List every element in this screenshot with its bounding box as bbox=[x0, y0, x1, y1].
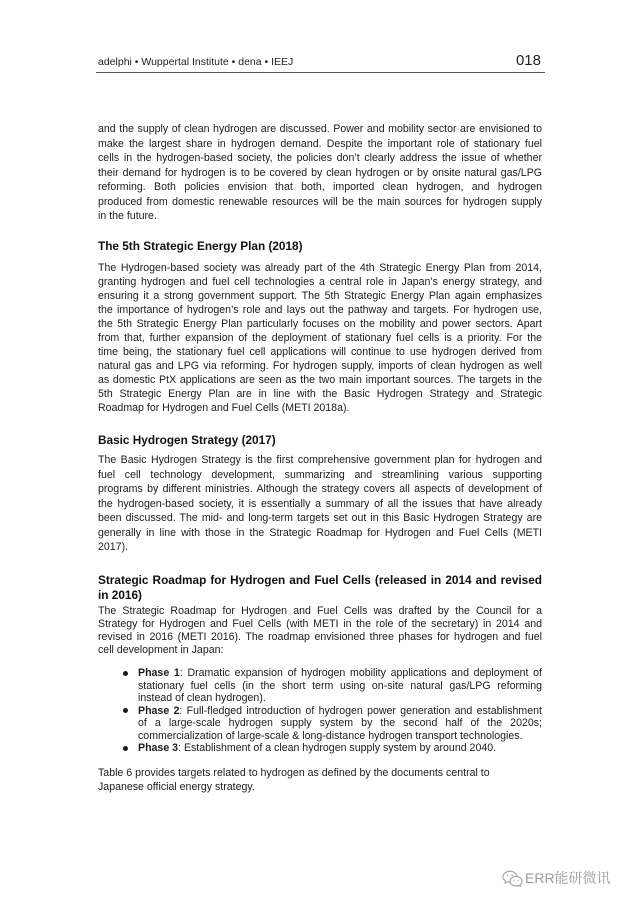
paragraph-line: cells in the hydrogen-based society, the policies don’t clearly address the issue of whether bbox=[98, 152, 542, 164]
paragraph-line: reforming. Both policies envision that both, imported clean hydrogen, and hydrogen bbox=[98, 181, 542, 193]
paragraph-line: generally in line with those in the Strategic Roadmap for Hydrogen and Fuel Cells (METI bbox=[98, 526, 542, 539]
paragraph-line: and the supply of clean hydrogen are discussed. Power and mobility sector are envisioned to bbox=[98, 123, 542, 135]
heading-line: Strategic Roadmap for Hydrogen and Fuel Cells (released in 2014 and revised bbox=[98, 573, 542, 587]
paragraph-line: cell development in Japan: bbox=[98, 643, 224, 656]
paragraph-line: natural gas and LPG via reforming. For hydrogen supply, imports of clean hydrogen as well bbox=[98, 360, 542, 372]
paragraph-line: Japanese official energy strategy. bbox=[98, 781, 255, 793]
paragraph-line: The Strategic Roadmap for Hydrogen and Fuel Cells was drafted by the Council for a bbox=[98, 604, 542, 617]
paragraph-line: the hydrogen-based society, it is essentially a summary of all the issues that have already bbox=[98, 497, 542, 510]
paragraph-line: The Hydrogen-based society was already part of the 4th Strategic Energy Plan from 2014, bbox=[98, 262, 542, 274]
list-item-line: instead of clean hydrogen). bbox=[138, 692, 266, 704]
roadmap-paragraph bbox=[98, 605, 542, 657]
paragraph-line: The Basic Hydrogen Strategy is the first comprehensive government plan for hydrogen and bbox=[98, 454, 542, 466]
paragraph-line: the importance of hydrogen’s role and lays out the pathway and targets. For hydrogen use, bbox=[98, 304, 542, 316]
header-organizations: adelphi • Wuppertal Institute • dena • IEEJ bbox=[98, 56, 294, 68]
basic-strategy-paragraph bbox=[98, 453, 542, 555]
phase-text: : Establishment of a clean hydrogen supply system by around 2040. bbox=[178, 742, 497, 754]
paragraph-line: programs by different ministries. Although the strategy covers all aspects of development of bbox=[98, 483, 542, 495]
intro-paragraph bbox=[98, 122, 542, 224]
paragraph-line: Roadmap for Hydrogen and Fuel Cells (METI 2018a). bbox=[98, 402, 350, 414]
heading-line: in 2016) bbox=[98, 588, 142, 602]
section-heading-roadmap bbox=[98, 573, 542, 603]
list-item-phase-2 bbox=[138, 705, 542, 743]
list-item-line: commercialization of large-scale & long-distance hydrogen transport technologies. bbox=[138, 729, 523, 742]
section-heading-5th-plan: The 5th Strategic Energy Plan (2018) bbox=[98, 239, 303, 253]
paragraph-line: from that, further expansion of the deployment of stationary fuel cells is a priority. For the bbox=[98, 332, 542, 344]
header-rule bbox=[96, 72, 545, 73]
paragraph-line: produced from domestic renewable resources will be the main sources for hydrogen supply bbox=[98, 195, 542, 208]
phase-label: Phase 2 bbox=[138, 704, 180, 717]
list-item-line bbox=[138, 667, 542, 680]
section-heading-basic-strategy: Basic Hydrogen Strategy (2017) bbox=[98, 433, 276, 447]
paragraph-line: fuel cell technology development, summarizing and streamlining various supporting bbox=[98, 468, 542, 481]
paragraph-line: the 5th Strategic Energy Plan particularly focuses on the mobility and power sectors. Apart bbox=[98, 318, 542, 330]
paragraph-line: in the future. bbox=[98, 210, 157, 222]
watermark-text: ERR能研微讯 bbox=[525, 870, 611, 886]
paragraph-line: 5th Strategic Energy Plan are in line with the Basic Hydrogen Strategy and Strategic bbox=[98, 388, 542, 400]
bullet-icon bbox=[123, 671, 128, 676]
bullet-icon bbox=[123, 746, 128, 751]
phase-label: Phase 3 bbox=[138, 742, 179, 754]
paragraph-line: revised in 2016 (METI 2016). The roadmap envisioned three phases for hydrogen and fuel bbox=[98, 630, 542, 643]
bullet-icon bbox=[123, 708, 128, 713]
list-item-phase-3 bbox=[138, 742, 542, 755]
list-item-line bbox=[138, 705, 542, 718]
paragraph-line: granting hydrogen and fuel cell technologies a central role in Japan’s energy strategy, and bbox=[98, 276, 542, 288]
paragraph-line: 2017). bbox=[98, 541, 129, 553]
phases-list bbox=[138, 667, 542, 755]
paragraph-line: their demand for hydrogen is to be covered by clean hydrogen or by onsite natural gas/LPG bbox=[98, 166, 542, 179]
list-item-line bbox=[138, 742, 542, 755]
paragraph-line: make the largest share in hydrogen demand. Despite the important role of stationary fuel bbox=[98, 137, 542, 150]
wechat-icon bbox=[502, 870, 523, 887]
page-number: 018 bbox=[515, 52, 541, 69]
closing-paragraph bbox=[98, 766, 542, 794]
paragraph-line: ensuring it a strong government support. The 5th Strategic Energy Plan again emphasizes bbox=[98, 290, 542, 302]
phase-text: : Full-fledged introduction of hydrogen power generation and establishment bbox=[179, 704, 542, 717]
paragraph-line: as domestic PtX applications are seen as the two main important sources. The targets in the bbox=[98, 374, 542, 386]
paragraph-line: time being, the stationary fuel cell applications will continue to use hydrogen derived from bbox=[98, 346, 542, 358]
paragraph-line: Strategy for Hydrogen and Fuel Cells (with METI in the role of the secretary) in 2014 and bbox=[98, 617, 542, 630]
list-item-line: stationary fuel cells (in the short term using on-site natural gas/LPG reforming bbox=[138, 679, 542, 692]
plan-2018-paragraph bbox=[98, 261, 542, 415]
phase-text: : Dramatic expansion of hydrogen mobility applications and deployment of bbox=[179, 667, 542, 679]
list-item-phase-1 bbox=[138, 667, 542, 705]
paragraph-line: Table 6 provides targets related to hydrogen as defined by the documents central to bbox=[98, 767, 490, 779]
paragraph-line: been discussed. The mid- and long-term targets set out in this Basic Hydrogen Strategy are bbox=[98, 512, 542, 524]
phase-label: Phase 1 bbox=[138, 667, 180, 679]
list-item-line: of a large-scale hydrogen supply system by the second half of the 2020s; bbox=[138, 717, 542, 729]
